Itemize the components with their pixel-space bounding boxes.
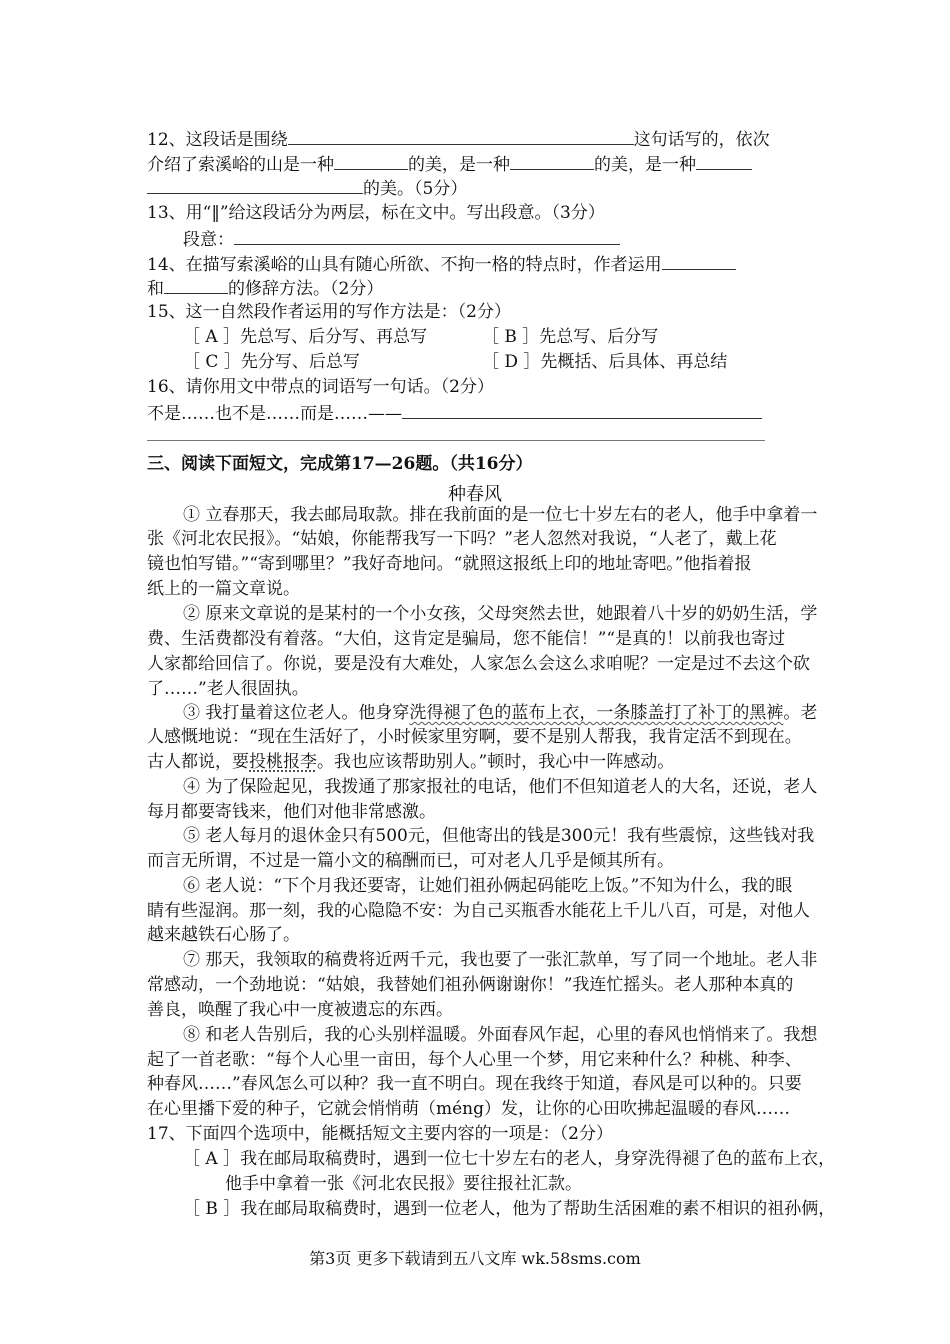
p8-line: 在心里播下爱的种子，它就会悄悄萌（méng）发，让你的心田吹拂起温暖的春风…… <box>147 1099 791 1119</box>
p7-line: ⑦ 那天，我领取的稿费将近两千元，我也要了一张汇款单，写了同一个地址。老人非 <box>183 950 818 970</box>
q13-line-1: 13、用“‖”给这段话分为两层，标在文中。写出段意。（3分） <box>147 203 605 223</box>
p5-line: 而言无所谓，不过是一篇小文的稿酬而已，可对老人几乎是倾其所有。 <box>147 851 674 871</box>
q12-text: 的美，是一种 <box>408 155 510 175</box>
q12-blank-3[interactable] <box>510 151 594 170</box>
q15-option-a[interactable]: ［ A ］先总写、后分写、再总写 <box>183 327 428 347</box>
p3-text: ③ 我打量着这位老人。他身穿 <box>183 703 410 723</box>
q14-text: 的修辞方法。（2分） <box>228 279 384 299</box>
p2-line: 了……”老人很固执。 <box>147 679 309 699</box>
p3-line-1 <box>183 701 817 725</box>
q16-blank-2[interactable] <box>147 440 765 441</box>
q12-line-1 <box>147 126 770 152</box>
q12-text: 的美。（5分） <box>363 179 468 199</box>
q14-line-2 <box>147 275 383 301</box>
p3-text: 古人都说，要 <box>147 752 249 772</box>
p7-line: 常感动，一个劲地说：“姑娘，我替她们祖孙俩谢谢你！”我连忙摇头。老人那种本真的 <box>147 975 794 995</box>
q17-option-b[interactable]: ［ B ］我在邮局取稿费时，遇到一位老人，他为了帮助生活困难的素不相识的祖孙俩， <box>183 1199 836 1219</box>
q12-text: 这句话写的，依次 <box>633 130 770 150</box>
p1-line: ① 立春那天，我去邮局取款。排在我前面的是一位七十岁左右的老人，他手中拿着一 <box>183 505 818 525</box>
q15-line-1: 15、这一自然段作者运用的写作方法是：（2分） <box>147 302 511 322</box>
p7-line: 善良，唤醒了我心中一度被遗忘的东西。 <box>147 1000 453 1020</box>
q16-blank-1[interactable] <box>402 400 762 419</box>
q12-blank-1[interactable] <box>288 126 634 145</box>
q13-blank[interactable] <box>234 226 620 245</box>
p2-line: 人家都给回信了。你说，要是没有大难处，人家怎么会这么求咱呢？一定是过不去这个砍 <box>147 654 810 674</box>
section-3-heading: 三、阅读下面短文，完成第17—26题。（共16分） <box>147 454 533 474</box>
p1-line: 纸上的一篇文章说。 <box>147 579 300 599</box>
q14-blank-2[interactable] <box>164 275 228 294</box>
q13-line-2 <box>183 226 620 252</box>
passage-title: 种春风 <box>448 484 502 505</box>
p8-line: ⑧ 和老人告别后，我的心头别样温暖。外面春风乍起，心里的春风也悄悄来了。我想 <box>183 1025 818 1045</box>
page-footer: 第3页 更多下载请到五八文库 wk.58sms.com <box>309 1249 641 1268</box>
p1-line: 张《河北农民报》。“姑娘，你能帮我写一下吗？”老人忽然对我说，“人老了，戴上花 <box>147 529 777 549</box>
q16-line-1: 16、请你用文中带点的词语写一句话。（2分） <box>147 377 494 397</box>
q12-blank-5[interactable] <box>147 175 363 194</box>
q15-option-d[interactable]: ［ D ］先概括、后具体、再总结 <box>482 352 728 372</box>
p8-line: 起了一首老歌：“每个人心里一亩田，每个人心里一个梦，用它来种什么？种桃、种李、 <box>147 1050 802 1070</box>
q16-line-2 <box>147 400 762 426</box>
p2-line: 费、生活费都没有着落。“大伯，这肯定是骗局，您不能信！”“是真的！以前我也寄过 <box>147 629 786 649</box>
p6-line: 越来越铁石心肠了。 <box>147 925 300 945</box>
q13-label: 段意： <box>183 230 234 250</box>
q16-prompt: 不是……也不是……而是……—— <box>147 404 402 424</box>
p8-line: 种春风……”春风怎么可以种？我一直不明白。现在我终于知道，春风是可以种的。只要 <box>147 1074 802 1094</box>
q14-blank-1[interactable] <box>662 251 736 270</box>
q15-option-c[interactable]: ［ C ］先分写、后总写 <box>183 352 360 372</box>
q12-text: 的美，是一种 <box>594 155 696 175</box>
q17-option-a-cont: 他手中拿着一张《河北农民报》要往报社汇款。 <box>225 1174 582 1194</box>
p4-line: 每月都要寄钱来，他们对他非常感激。 <box>147 802 436 822</box>
p1-line: 镜也怕写错。”“寄到哪里？”我好奇地问。“就照这报纸上印的地址寄吧。”他指着报 <box>147 554 752 574</box>
q14-line-1 <box>147 251 736 277</box>
p4-line: ④ 为了保险起见，我拨通了那家报社的电话，他们不但知道老人的大名，还说，老人 <box>183 777 818 797</box>
q12-text: 介绍了索溪峪的山是一种 <box>147 155 334 175</box>
q12-text: 12、这段话是围绕 <box>147 130 288 150</box>
p3-text: 。我也应该帮助别人。”顿时，我心中一阵感动。 <box>317 752 675 772</box>
p3-dotted-idiom: 投桃报李 <box>249 752 317 772</box>
p3-line-3 <box>147 750 674 774</box>
q12-blank-4[interactable] <box>696 151 752 170</box>
p6-line: 睛有些湿润。那一刻，我的心隐隐不安：为自己买瓶香水能花上千儿八百，可是，对他人 <box>147 901 810 921</box>
q17-option-a[interactable]: ［ A ］我在邮局取稿费时，遇到一位七十岁左右的老人，身穿洗得褪了色的蓝布上衣， <box>183 1149 836 1169</box>
p2-line: ② 原来文章说的是某村的一个小女孩，父母突然去世，她跟着八十岁的奶奶生活，学 <box>183 604 818 624</box>
p3-text: 。老 <box>783 703 818 723</box>
p3-line-2: 人感慨地说：“现在生活好了，小时候家里穷啊，要不是别人帮我，我肯定活不到现在。 <box>147 727 802 747</box>
p5-line: ⑤ 老人每月的退休金只有500元，但他寄出的钱是300元！我有些震惊，这些钱对我 <box>183 826 815 846</box>
q12-blank-2[interactable] <box>334 151 408 170</box>
q15-option-b[interactable]: ［ B ］先总写、后分写 <box>482 327 659 347</box>
q14-text: 14、在描写索溪峪的山具有随心所欲、不拘一格的特点时，作者运用 <box>147 255 662 275</box>
p3-wavy-text: 洗得褪了色的蓝布上衣，一条膝盖打了补丁的黑裤 <box>409 703 784 723</box>
q12-line-3 <box>147 175 467 201</box>
p6-line: ⑥ 老人说：“下个月我还要寄，让她们祖孙俩起码能吃上饭。”不知为什么，我的眼 <box>183 876 793 896</box>
q12-line-2 <box>147 151 752 177</box>
q17-line-1: 17、下面四个选项中，能概括短文主要内容的一项是：（2分） <box>147 1124 613 1144</box>
q14-text: 和 <box>147 279 164 299</box>
